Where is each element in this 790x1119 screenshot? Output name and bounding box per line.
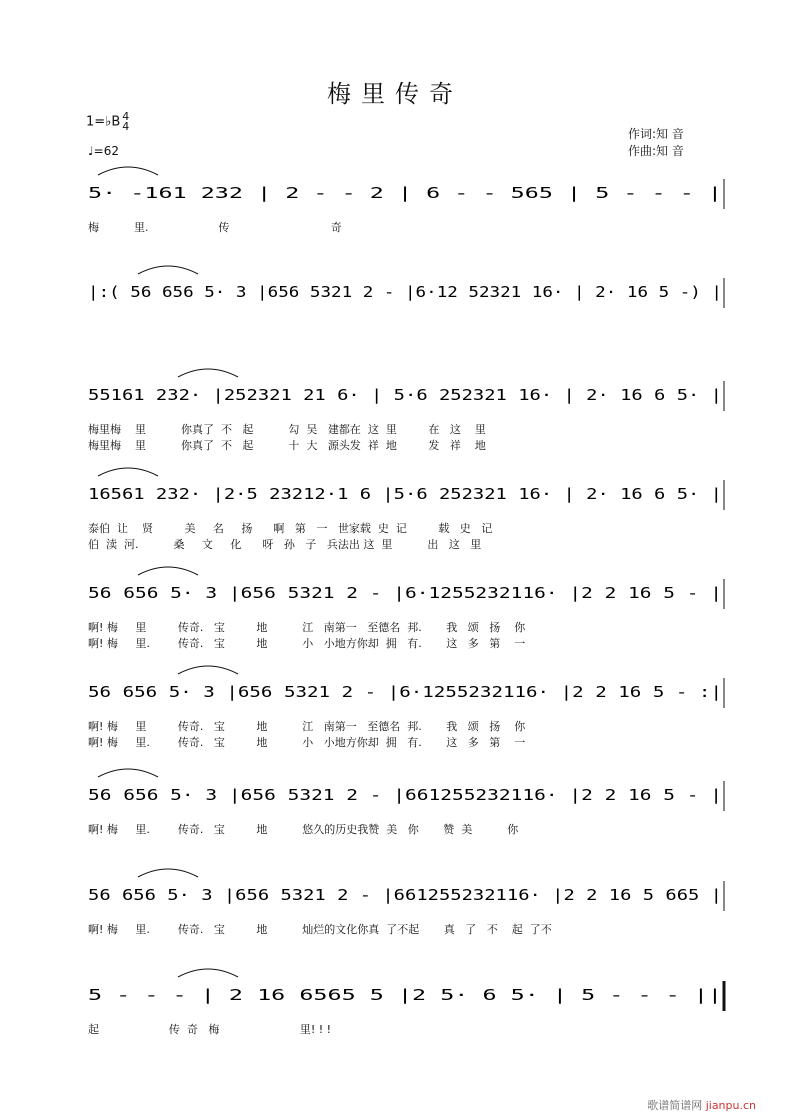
watermark-site: 歌谱简谱网 [647,1099,703,1112]
notes-line-9: 5 - - - | 2 16 6565 5 |2 5· 6 5· | 5 - - - || [88,986,722,1004]
lyric-line: 梅 里. 传 奇 [88,221,342,234]
score-systems [88,167,724,1011]
key-prefix: 1= [86,114,106,130]
slur-mark [98,769,158,777]
quarter-note-icon: ♩ [88,144,94,158]
slur-mark [178,969,238,977]
notes-line-7: 56 656 5· 3 |656 5321 2 - |661255232116· |2 2 16 5 - | [88,786,722,804]
slur-mark [98,468,158,476]
lyricist: 作词:知 音 [628,127,684,141]
lyric-line: 啊! 梅 里 传奇. 宝 地 江 南第一 至德名 邦. 我 颂 扬 你 [88,720,526,733]
lyric-line: 起 传 奇 梅 里! ! ! [88,1023,332,1036]
slur-mark [178,369,238,377]
lyric-line: 啊! 梅 里. 传奇. 宝 地 灿烂的文化你真 了不起 真 了 不 起 了不 [88,923,552,936]
notes-line-1: 5· -161 232 | 2 - - 2 | 6 - - 565 | 5 - - - | [88,184,722,202]
flat-symbol: ♭ [105,114,112,130]
lyric-line: 梅里梅 里 你真了 不 起 十 大 源头发 祥 地 发 祥 地 [88,439,486,452]
slur-mark [138,567,198,575]
notes-line-6: 56 656 5· 3 |656 5321 2 - |6·1255232116· |2 2 16 5 - :| [88,683,722,701]
lyric-line: 梅里梅 里 你真了 不 起 勾 吴 建都在 这 里 在 这 里 [88,423,486,436]
time-sig-bottom: 4 [122,120,130,133]
notes-line-3: 55161 232· |252321 21 6· | 5·6 252321 16· | 2· 16 6 5· | [88,386,722,404]
notes-line-5: 56 656 5· 3 |656 5321 2 - |6·1255232116· |2 2 16 5 - | [88,584,722,602]
slur-mark [138,266,198,274]
watermark [647,1097,756,1113]
notes-line-8: 56 656 5· 3 |656 5321 2 - |661255232116· |2 2 16 5 665 | [88,886,722,904]
lyric-line: 伯 渎 河. 桑 文 化 呀 孙 子 兵法出 这 里 出 这 里 [88,538,482,551]
notes-line-4: 16561 232· |2·5 23212·1 6 |5·6 252321 16· | 2· 16 6 5· | [88,485,722,503]
lyric-line: 啊! 梅 里. 传奇. 宝 地 小 小地方你却 拥 有. 这 多 第 一 [88,637,526,650]
slur-mark [98,167,158,175]
lyric-line: 泰伯 让 贤 美 名 扬 啊 第 一 世家载 史 记 载 史 记 [88,522,493,535]
slur-mark [178,666,238,674]
page-title: 梅里传奇 [327,80,463,108]
key-note: B [111,114,121,130]
time-sig-top: 4 [122,110,130,123]
lyric-line: 啊! 梅 里. 传奇. 宝 地 小 小地方你却 拥 有. 这 多 第 一 [88,736,526,749]
lyric-line: 啊! 梅 里. 传奇. 宝 地 悠久的历史我赞 美 你 赞 美 你 [88,823,519,836]
watermark-url: jianpu.cn [705,1099,756,1112]
composer: 作曲:知 音 [628,144,684,158]
lyric-line: 啊! 梅 里 传奇. 宝 地 江 南第一 至德名 邦. 我 颂 扬 你 [88,621,526,634]
tempo-value: =62 [93,144,119,158]
slur-mark [138,869,198,877]
notes-line-2: |:( 56 656 5· 3 |656 5321 2 - |6·12 52321 16· | 2· 16 5 -) | [88,283,722,301]
